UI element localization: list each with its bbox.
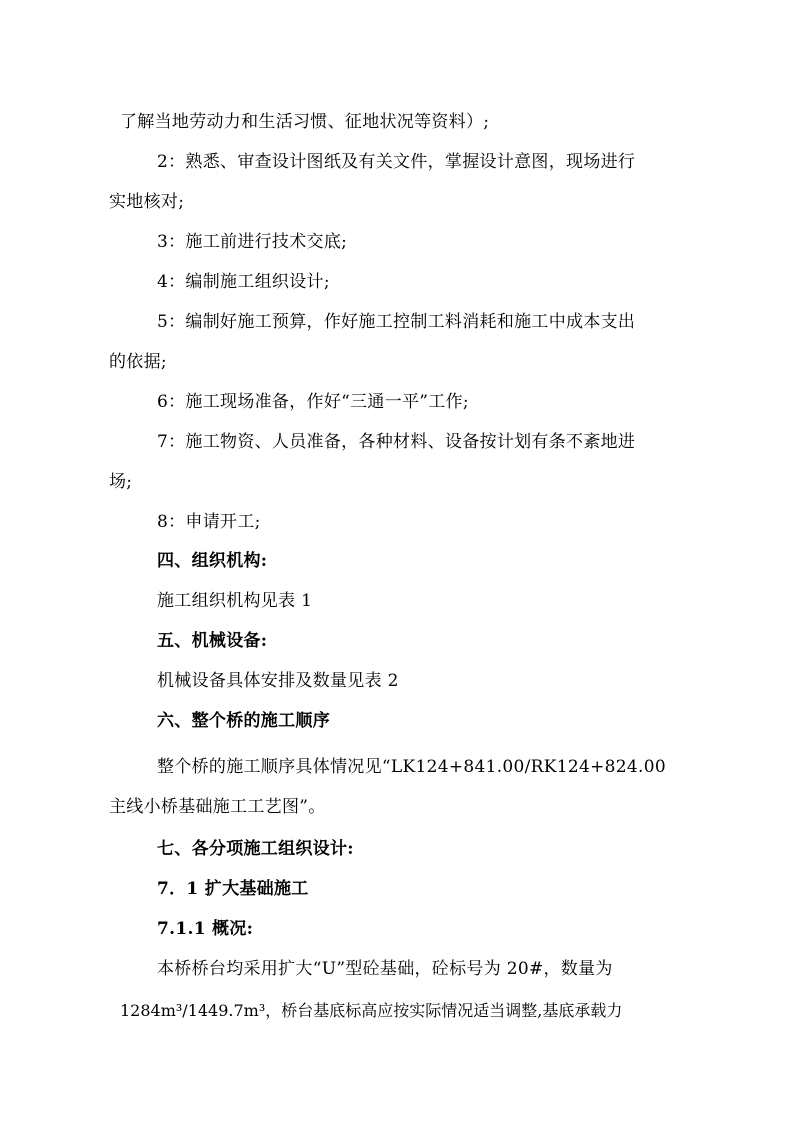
text-line-23: 1284m³/1449.7m³，桥台基底标高应按实际情况适当调整,基底承载力 bbox=[120, 1001, 623, 1020]
subsection-heading-foundation: 7．1 扩大基础施工 bbox=[157, 879, 309, 899]
text-line-2: 2：熟悉、审查设计图纸及有关文件，掌握设计意图，现场进行 bbox=[157, 152, 636, 172]
text-line-18: 主线小桥基础施工工艺图”。 bbox=[109, 797, 326, 817]
text-line-6: 5：编制好施工预算，作好施工控制工料消耗和施工中成本支出 bbox=[157, 312, 636, 332]
text-line-4: 3：施工前进行技术交底; bbox=[157, 232, 348, 252]
text-line-7: 的依据; bbox=[109, 352, 167, 372]
text-line-5: 4：编制施工组织设计; bbox=[157, 272, 330, 292]
section-heading-organization: 四、组织机构: bbox=[157, 551, 268, 571]
text-line-10: 场; bbox=[109, 472, 133, 492]
section-heading-equipment: 五、机械设备: bbox=[157, 631, 268, 651]
text-line-11: 8：申请开工; bbox=[157, 512, 261, 532]
section-heading-sequence: 六、整个桥的施工顺序 bbox=[157, 711, 330, 731]
text-line-22: 本桥桥台均采用扩大“U”型砼基础，砼标号为 20#，数量为 bbox=[157, 959, 613, 979]
text-line-15: 机械设备具体安排及数量见表 2 bbox=[157, 671, 399, 691]
text-line-17: 整个桥的施工顺序具体情况见“LK124+841.00/RK124+824.00 bbox=[157, 757, 666, 777]
subsection-heading-overview: 7.1.1 概况: bbox=[157, 919, 254, 939]
text-line-3: 实地核对; bbox=[109, 192, 185, 212]
section-heading-subitems: 七、各分项施工组织设计: bbox=[157, 839, 354, 859]
text-line-9: 7：施工物资、人员准备，各种材料、设备按计划有条不紊地进 bbox=[157, 432, 636, 452]
text-line-8: 6：施工现场准备，作好“三通一平”工作; bbox=[157, 392, 469, 412]
text-line-13: 施工组织机构见表 1 bbox=[157, 591, 313, 611]
text-line-1: 了解当地劳动力和生活习惯、征地状况等资料）; bbox=[120, 112, 490, 132]
